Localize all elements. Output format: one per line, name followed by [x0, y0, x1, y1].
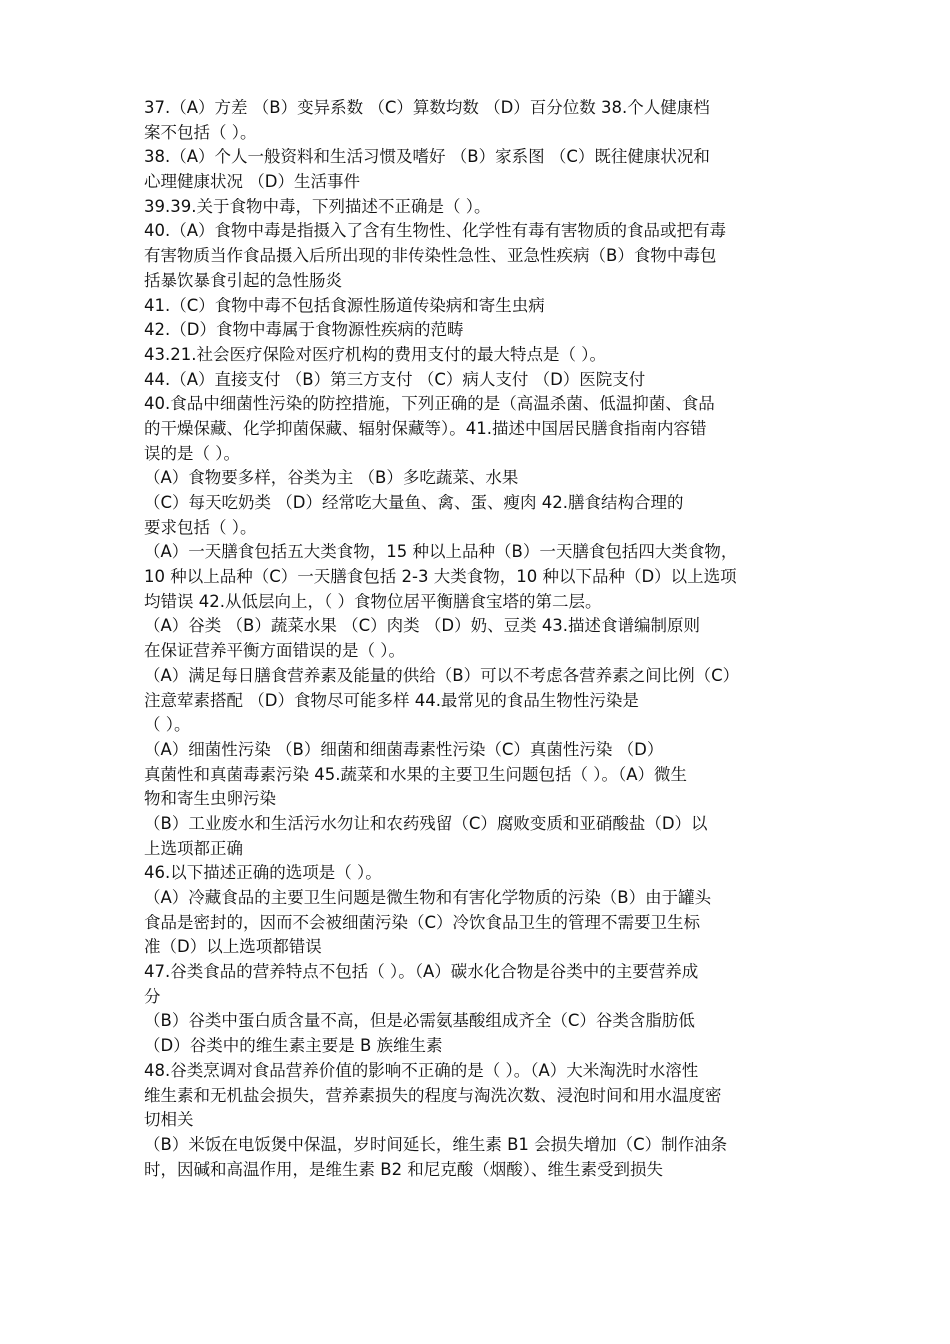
text-line: 案不包括（ ）。: [144, 122, 257, 142]
text-line: 物和寄生虫卵污染: [144, 789, 276, 809]
text-line: 48.谷类烹调对食品营养价值的影响不正确的是（ ）。（A）大米淘洗时水溶性: [144, 1060, 699, 1080]
text-line: 47.谷类食品的营养特点不包括（ ）。（A）碳水化合物是谷类中的主要营养成: [144, 962, 699, 982]
text-line: （A）冷藏食品的主要卫生问题是微生物和有害化学物质的污染（B）由于罐头: [144, 888, 712, 907]
text-line: 41.（C）食物中毒不包括食源性肠道传染病和寄生虫病: [144, 295, 545, 315]
text-line: 42.（D）食物中毒属于食物源性疾病的范畴: [144, 320, 464, 340]
text-line: （A）满足每日膳食营养素及能量的供给（B）可以不考虑各营养素之间比例（C）: [144, 665, 740, 685]
document-body: [144, 96, 812, 1182]
text-line: 10 种以上品种（C）一天膳食包括 2-3 大类食物，10 种以下品种（D）以上选项: [144, 567, 737, 587]
text-line: 括暴饮暴食引起的急性肠炎: [144, 270, 342, 290]
text-line: 注意荤素搭配 （D）食物尽可能多样 44.最常见的食品生物性污染是: [144, 690, 639, 710]
text-line: （B）谷类中蛋白质含量不高，但是必需氨基酸组成齐全（C）谷类含脂肪低: [144, 1011, 695, 1031]
text-line: 有害物质当作食品摄入后所出现的非传染性急性、亚急性疾病（B）食物中毒包: [144, 246, 717, 266]
text-line: 食品是密封的，因而不会被细菌污染（C）冷饮食品卫生的管理不需要卫生标: [144, 912, 701, 932]
text-line: 准（D）以上选项都错误: [144, 937, 322, 957]
text-line: 切相关: [144, 1110, 194, 1130]
text-line: 46.以下描述正确的选项是（ ）。: [144, 863, 382, 883]
text-line: （A）一天膳食包括五大类食物，15 种以上品种（B）一天膳食包括四大类食物，: [144, 542, 738, 562]
text-line: （D）谷类中的维生素主要是 B 族维生素: [144, 1036, 443, 1056]
text-line: 38.（A）个人一般资料和生活习惯及嗜好 （B）家系图 （C）既往健康状况和: [144, 147, 710, 167]
text-line: 37.（A）方差 （B）变异系数 （C）算数均数 （D）百分位数 38.个人健康档: [144, 98, 710, 117]
text-line: 要求包括（ ）。: [144, 517, 257, 537]
text-line: 分: [144, 986, 161, 1006]
text-line: 43.21.社会医疗保险对医疗机构的费用支付的最大特点是（ ）。: [144, 344, 606, 364]
text-line: 均错误 42.从低层向上，（ ）食物位居平衡膳食宝塔的第二层。: [144, 591, 602, 611]
text-line: 维生素和无机盐会损失，营养素损失的程度与淘洗次数、浸泡时间和用水温度密: [144, 1085, 722, 1105]
text-line: 44.（A）直接支付 （B）第三方支付 （C）病人支付 （D）医院支付: [144, 369, 646, 389]
text-line: （A）细菌性污染 （B）细菌和细菌毒素性污染（C）真菌性污染 （D）: [144, 739, 664, 759]
text-line: （ ）。: [144, 715, 191, 735]
text-line: 上选项都正确: [144, 838, 243, 858]
text-line: 的干燥保藏、化学抑菌保藏、辐射保藏等）。41.描述中国居民膳食指南内容错: [144, 418, 707, 438]
text-line: （C）每天吃奶类 （D）经常吃大量鱼、禽、蛋、瘦肉 42.膳食结构合理的: [144, 493, 684, 512]
text-line: 40.食品中细菌性污染的防控措施，下列正确的是（高温杀菌、低温抑菌、食品: [144, 394, 715, 414]
text-line: 心理健康状况 （D）生活事件: [144, 172, 360, 192]
text-line: 40.（A）食物中毒是指摄入了含有生物性、化学性有毒有害物质的食品或把有毒: [144, 221, 727, 241]
text-line: 时，因碱和高温作用，是维生素 B2 和尼克酸（烟酸）、维生素受到损失: [144, 1159, 664, 1179]
text-line: （A）谷类 （B）蔬菜水果 （C）肉类 （D）奶、豆类 43.描述食谱编制原则: [144, 616, 701, 636]
text-line: 误的是（ ）。: [144, 443, 240, 463]
text-line: （B）米饭在电饭煲中保温，岁时间延长，维生素 B1 会损失增加（C）制作油条: [144, 1134, 728, 1154]
text-line: 真菌性和真菌毒素污染 45.蔬菜和水果的主要卫生问题包括（ ）。（A）微生: [144, 764, 688, 784]
text-line: 在保证营养平衡方面错误的是（ ）。: [144, 641, 405, 661]
text-line: 39.39.关于食物中毒，下列描述不正确是（ ）。: [144, 196, 491, 216]
text-line: （A）食物要多样，谷类为主 （B）多吃蔬菜、水果: [144, 468, 519, 488]
text-line: （B）工业废水和生活污水勿让和农药残留（C）腐败变质和亚硝酸盐（D）以: [144, 813, 708, 833]
